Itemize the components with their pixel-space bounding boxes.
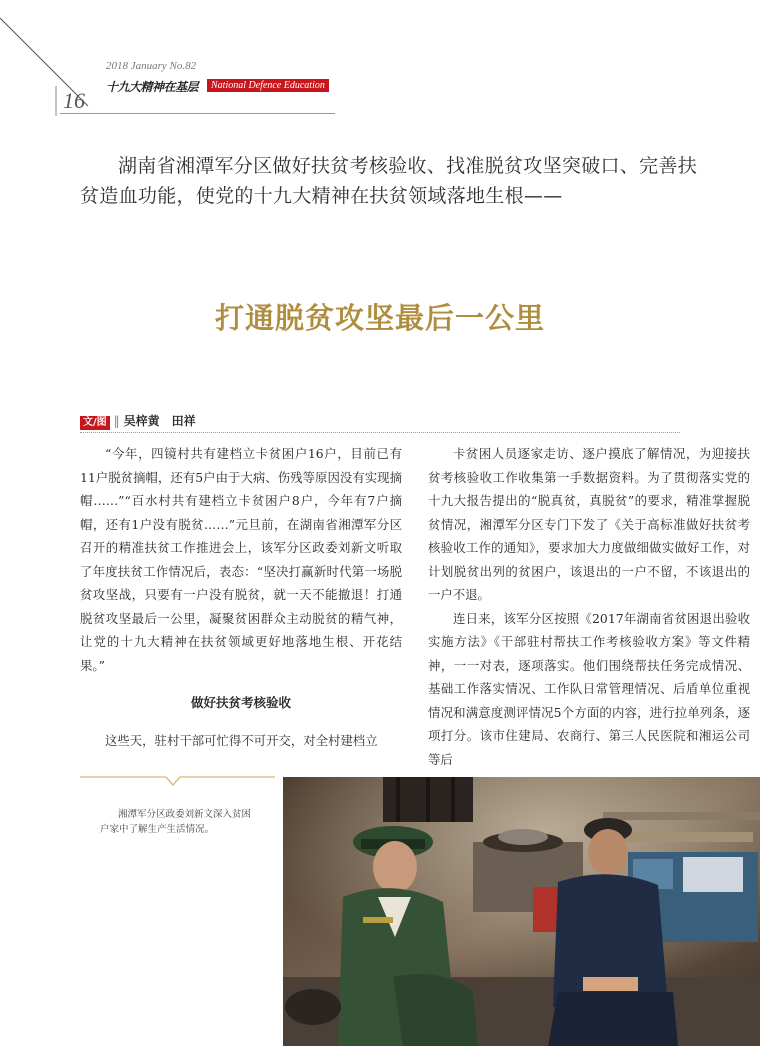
byline-separator: ‖	[113, 414, 120, 428]
byline-authors: 吴梓黄 田祥	[123, 414, 196, 428]
page-number: 16	[63, 88, 85, 113]
byline-tag: 文/图	[80, 416, 110, 430]
column-name: 十九大精神在基层	[106, 80, 199, 94]
article-lead: 湖南省湘潭军分区做好扶贫考核验收、找准脱贫攻坚突破口、完善扶贫造血功能，使党的十九大精神在扶贫领域落地生根——	[80, 155, 698, 207]
column-name-english: National Defence Education	[207, 79, 329, 92]
article-photo	[283, 777, 760, 1046]
issue-label: 2018 January No.82	[106, 60, 197, 72]
body-paragraph: “今年，四镜村共有建档立卡贫困户16户，目前已有11户脱贫摘帽，还有5户由于大病、伤残等原因没有实现摘帽……”“百水村共有建档立卡贫困户8户，今年有7户摘帽，还有1户没有脱贫……”元旦前，在湖南省湘潭军分区召开的精准扶贫工作推进会上，该军分区政委刘新文听取了年度扶贫工作情况后，表态：“坚决打赢新时代第一场脱贫攻坚战，只要有一户没有脱贫，就一天不能撤退！打通脱贫攻坚最后一公里，凝聚贫困群众主动脱贫的精气神，让党的十九大精神在扶贫领域更好地落地生根、开花结果。”	[80, 446, 402, 673]
article-title: 打通脱贫攻坚最后一公里	[214, 301, 545, 335]
header-rule	[60, 113, 335, 114]
body-paragraph: 这些天，驻村干部可忙得不可开交，对全村建档立	[105, 732, 378, 748]
body-paragraph: 卡贫困人员逐家走访、逐户摸底了解情况，为迎接扶贫考核验收工作收集第一手数据资料。为了贯彻落实党的十九大报告提出的“脱真贫，真脱贫”的要求，精准掌握脱贫情况，湘潭军分区专门下发了《关于高标准做好扶贫考核验收工作的通知》，要求加大力度做细做实做好工作，对计划脱贫出列的贫困户，该退出的一户不留，不该退出的一户不退。	[428, 446, 750, 602]
corner-decoration	[0, 0, 120, 120]
caption-rule	[80, 776, 275, 790]
section-subhead: 做好扶贫考核验收	[190, 695, 291, 710]
byline	[80, 413, 196, 429]
photo-caption: 湘潭军分区政委刘新文深入贫困户家中了解生产生活情况。	[100, 809, 252, 835]
body-column-right	[428, 442, 750, 771]
body-column-left	[80, 442, 402, 752]
byline-rule	[80, 432, 680, 434]
body-paragraph: 连日来，该军分区按照《2017年湖南省贫困退出验收实施方法》《干部驻村帮扶工作考核验收方案》等文件精神，一一对表，逐项落实。他们围绕帮扶任务完成情况、基础工作落实情况、工作队日常管理情况、后盾单位重视情况和满意度测评情况5个方面的内容，进行拉单列条，逐项打分。该市住建局、农商行、第三人民医院和湘运公司等后	[428, 610, 750, 767]
